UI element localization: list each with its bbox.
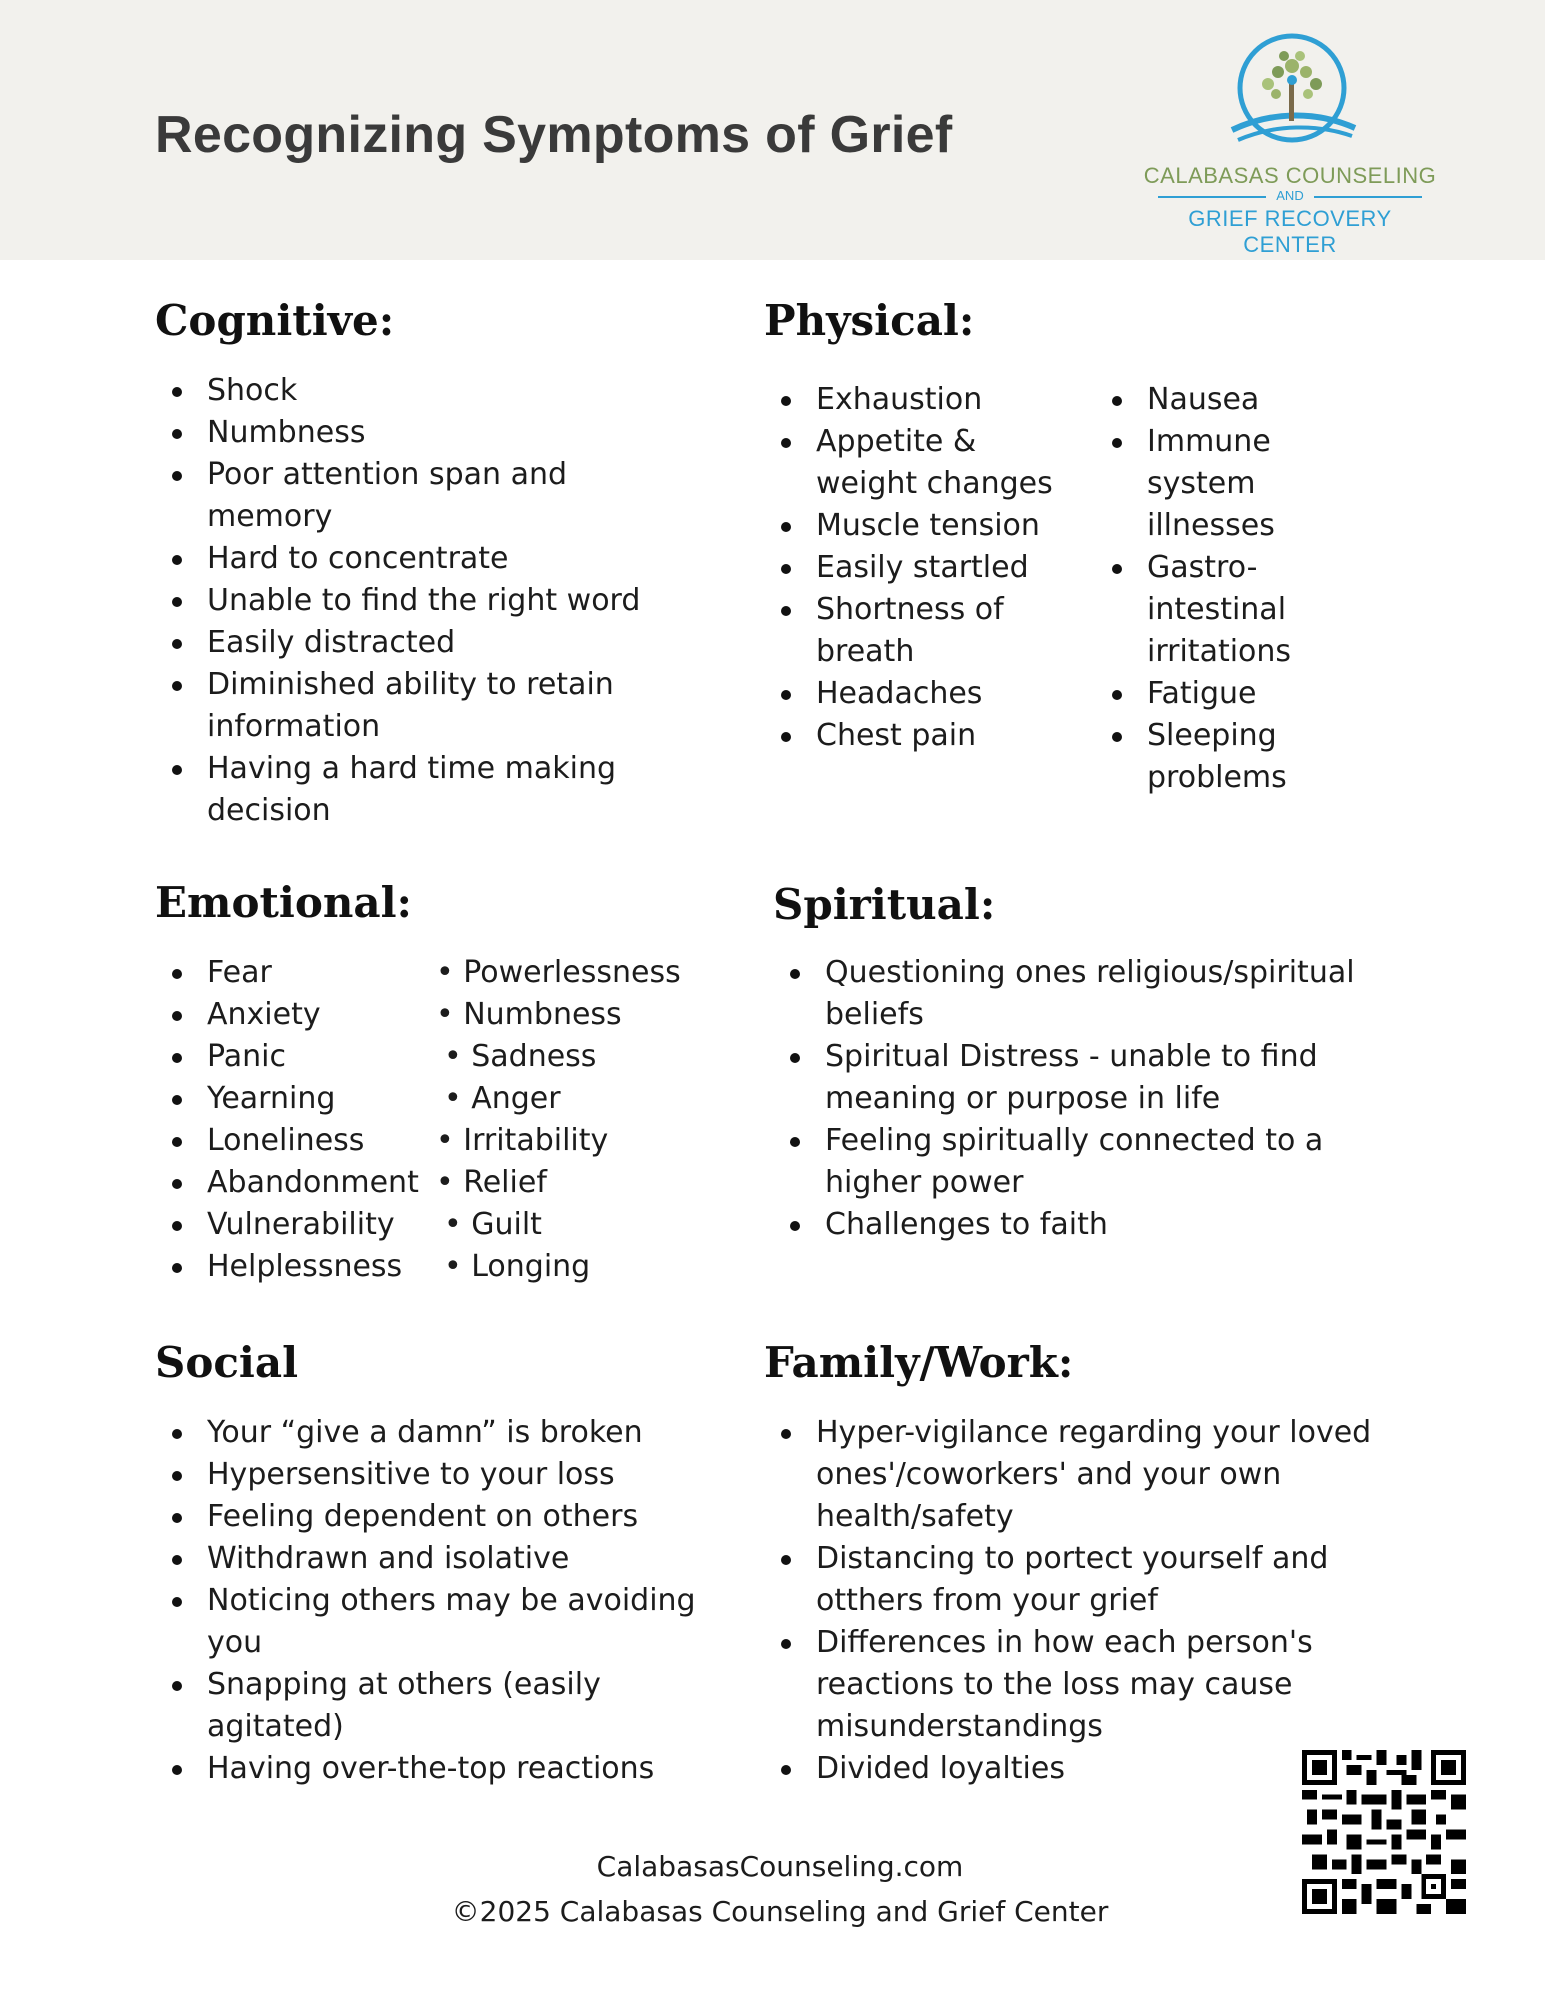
list-item: Hyper-vigilance regarding your loved ones'/coworkers' and your own health/safety [764, 1412, 1376, 1538]
tree-logo-icon [1140, 28, 1440, 163]
list-item: • Anger [444, 1081, 561, 1116]
emotional-list-col1 [155, 952, 425, 1288]
social-section [155, 1338, 298, 1388]
list-item: • Longing [444, 1249, 591, 1284]
list-item: Panic [155, 1036, 425, 1078]
spiritual-section [773, 880, 995, 930]
list-item: • Irritability [436, 1123, 609, 1158]
list-item: Unable to find the right word [155, 580, 675, 622]
list-item: Challenges to faith [773, 1204, 1363, 1246]
list-item: Exhaustion [764, 379, 1064, 421]
list-item: Muscle tension [764, 505, 1064, 547]
list-item: Distancing to portect yourself and otthers from your grief [764, 1538, 1376, 1622]
page-title: Recognizing Symptoms of Grief [155, 106, 953, 164]
list-item: Feeling spiritually connected to a higher power [773, 1120, 1363, 1204]
family-work-list [764, 1412, 1384, 1790]
list-item: • Powerlessness [436, 955, 681, 990]
header-band [0, 0, 1545, 260]
list-item: Spiritual Distress - unable to find meaning or purpose in life [773, 1036, 1363, 1120]
physical-heading: Physical: [764, 296, 975, 345]
list-item: Vulnerability [155, 1204, 425, 1246]
list-item: Divided loyalties [764, 1748, 1384, 1790]
cognitive-heading: Cognitive: [155, 296, 395, 345]
social-heading: Social [155, 1338, 299, 1387]
list-item: Poor attention span and memory [155, 454, 675, 538]
list-item: Sleeping problems [1095, 715, 1297, 799]
spiritual-heading: Spiritual: [773, 880, 996, 929]
list-item: Abandonment [155, 1162, 425, 1204]
list-item: Hypersensitive to your loss [155, 1454, 715, 1496]
physical-list-col1 [764, 379, 1064, 757]
list-item: • Relief [436, 1165, 547, 1200]
logo-text-line1: CALABASAS COUNSELING [1143, 163, 1437, 188]
list-item: Numbness [155, 412, 675, 454]
list-item: Fear [155, 952, 425, 994]
list-item: Immune system illnesses [1095, 421, 1337, 547]
list-item: Snapping at others (easily agitated) [155, 1664, 627, 1748]
social-list [155, 1412, 715, 1790]
list-item: Having over-the-top reactions [155, 1748, 715, 1790]
family-work-section [764, 1338, 1073, 1388]
cognitive-list [155, 370, 675, 832]
list-item: Easily startled [764, 547, 1064, 589]
center-logo [1140, 28, 1440, 257]
physical-section [764, 296, 974, 346]
spiritual-list [773, 952, 1363, 1246]
family-work-heading: Family/Work: [764, 1338, 1074, 1387]
list-item: Shortness of breath [764, 589, 1064, 673]
logo-divider-right [1314, 196, 1422, 198]
list-item: Withdrawn and isolative [155, 1538, 715, 1580]
list-item: Helplessness [155, 1246, 425, 1288]
cognitive-section [155, 296, 394, 346]
list-item: Differences in how each person's reactions to the loss may cause misunderstandings [764, 1622, 1336, 1748]
list-item: Yearning [155, 1078, 425, 1120]
list-item: Easily distracted [155, 622, 675, 664]
physical-list-col2 [1095, 379, 1395, 799]
list-item: Questioning ones religious/spiritual beliefs [773, 952, 1363, 1036]
list-item: Fatigue [1095, 673, 1395, 715]
list-item: Having a hard time making decision [155, 748, 675, 832]
emotional-section [155, 878, 412, 928]
list-item: Gastro-intestinal irritations [1095, 547, 1297, 673]
list-item: • Sadness [444, 1039, 597, 1074]
list-item: Diminished ability to retain information [155, 664, 675, 748]
list-item: • Guilt [444, 1207, 542, 1242]
footer-copyright: ©2025 Calabasas Counseling and Grief Center [451, 1895, 1109, 1928]
logo-text-line2: GRIEF RECOVERY CENTER [1188, 206, 1392, 257]
list-item: Your “give a damn” is broken [155, 1412, 715, 1454]
list-item: Feeling dependent on others [155, 1496, 715, 1538]
footer-website[interactable]: CalabasasCounseling.com [596, 1850, 964, 1883]
emotional-list-col2 [436, 952, 681, 1288]
list-item: Appetite & weight changes [764, 421, 1064, 505]
list-item: Chest pain [764, 715, 1064, 757]
list-item: • Numbness [436, 997, 622, 1032]
list-item: Nausea [1095, 379, 1395, 421]
emotional-heading: Emotional: [155, 878, 413, 927]
list-item: Anxiety [155, 994, 425, 1036]
logo-text-and: AND [1276, 188, 1304, 203]
list-item: Hard to concentrate [155, 538, 675, 580]
qr-code-icon[interactable] [1302, 1750, 1466, 1914]
list-item: Loneliness [155, 1120, 425, 1162]
list-item: Headaches [764, 673, 1064, 715]
list-item: Noticing others may be avoiding you [155, 1580, 715, 1664]
list-item: Shock [155, 370, 675, 412]
